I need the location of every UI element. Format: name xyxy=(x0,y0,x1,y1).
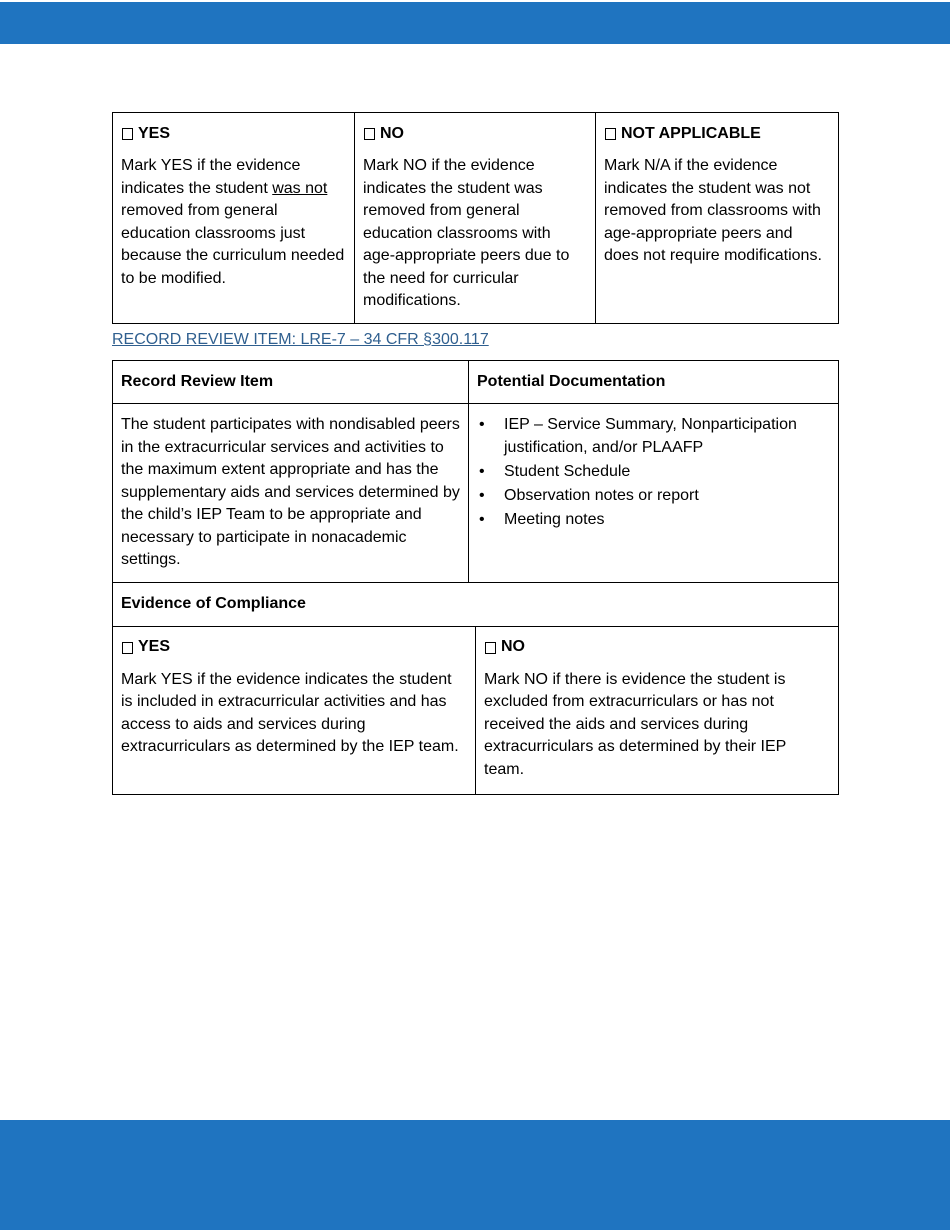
bullet-icon: • xyxy=(479,416,485,433)
list-item: • Student Schedule xyxy=(477,461,830,484)
potential-documentation-header: Potential Documentation xyxy=(469,360,839,404)
no-option-cell xyxy=(355,113,596,324)
no-checkbox-row[interactable] xyxy=(484,637,830,659)
page-content xyxy=(112,112,838,795)
lre7-evidence-table xyxy=(112,626,839,795)
yes-label: YES xyxy=(138,124,171,142)
no-label: NO xyxy=(380,124,404,142)
yes-checkbox-row[interactable] xyxy=(121,123,346,145)
na-description: Mark N/A if the evidence indicates the student was not removed from classrooms with age-appropriate peers and does not require modifications. xyxy=(604,157,822,264)
checkbox-icon[interactable] xyxy=(122,128,133,140)
list-item: • Observation notes or report xyxy=(477,485,830,508)
checkbox-icon[interactable] xyxy=(605,128,616,140)
na-checkbox-row[interactable] xyxy=(604,123,830,145)
top-header-band xyxy=(0,2,950,44)
evidence-of-compliance-header: Evidence of Compliance xyxy=(113,583,839,627)
bullet-icon: • xyxy=(479,510,485,528)
no-checkbox-row[interactable] xyxy=(363,123,587,145)
yes-description: Mark YES if the evidence indicates the student is included in extracurricular activities and has access to aids and services during extracurriculars as determined by the IEP team. xyxy=(121,670,459,755)
record-review-item-header: Record Review Item xyxy=(113,360,469,404)
potential-documentation-cell xyxy=(469,404,839,583)
no-option-cell xyxy=(476,626,839,794)
yes-checkbox-row[interactable] xyxy=(121,637,467,659)
bottom-footer-band xyxy=(0,1120,950,1230)
underlined-text: was not xyxy=(272,179,328,197)
bullet-icon: • xyxy=(479,486,485,504)
bullet-icon: • xyxy=(479,462,485,480)
no-description: Mark NO if there is evidence the student is excluded from extracurriculars or has not received the aids and services during extracurriculars as determined by their IEP team. xyxy=(484,670,787,778)
record-review-item-link[interactable]: RECORD REVIEW ITEM: LRE-7 – 34 CFR §300.117 xyxy=(112,330,489,348)
record-review-item-text: The student participates with nondisabled peers in the extracurricular services and activities to the maximum extent appropriate and has the supplementary aids and services determined by the child’s IEP Team to be appropriate and necessary to participate in nonacademic settings. xyxy=(113,404,469,583)
record-review-table xyxy=(112,360,839,627)
yes-label: YES xyxy=(138,638,171,656)
list-item: • IEP – Service Summary, Nonparticipation justification, and/or PLAAFP xyxy=(479,416,797,456)
documentation-list xyxy=(477,414,830,531)
yes-option-cell xyxy=(113,626,476,794)
checkbox-icon[interactable] xyxy=(364,128,375,140)
checkbox-icon[interactable] xyxy=(122,642,133,654)
yes-option-cell xyxy=(113,113,355,324)
yes-description: Mark YES if the evidence indicates the student was not removed from general education classrooms just because the curriculum needed to be modified. xyxy=(121,157,345,287)
checkbox-icon[interactable] xyxy=(485,642,496,654)
na-option-cell xyxy=(596,113,839,324)
no-label: NO xyxy=(501,638,525,656)
list-item: • Meeting notes xyxy=(477,509,830,532)
lre6-evidence-table xyxy=(112,112,839,324)
no-description: Mark NO if the evidence indicates the student was removed from general education classrooms with age-appropriate peers due to the need for curricular modifications. xyxy=(363,157,570,309)
na-label: NOT APPLICABLE xyxy=(621,124,761,142)
